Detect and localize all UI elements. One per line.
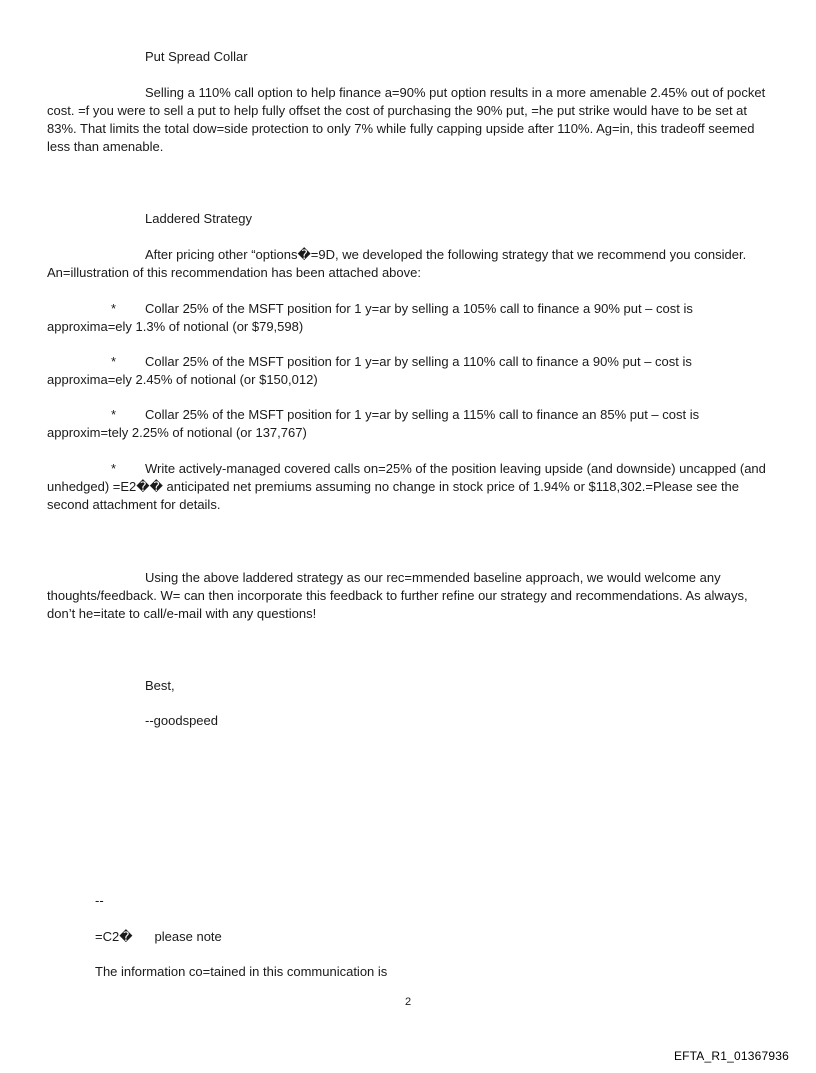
signoff-name: --goodspeed — [145, 713, 218, 728]
bullet-text: Collar 25% of the MSFT position for 1 y=ar by selling a 105% call to finance a 90% put – cost is approxima=ely 1.3% of notional (or $79,598) — [47, 301, 693, 334]
please-note-line — [95, 928, 222, 946]
bullet-marker: * — [110, 301, 116, 316]
document-id: EFTA_R1_01367936 — [673, 1049, 789, 1063]
page-number: 2 — [404, 996, 412, 1008]
bullet-text: Write actively-managed covered calls on=25% of the position leaving upside (and downside) uncapped (and unhedged) =E2�� anticipated net premiums assuming no change in stock price of 1.94% or $118,302.=Please see the second attachment for details. — [47, 461, 766, 512]
bullet-marker: * — [110, 407, 116, 422]
note-prefix: =C2� — [95, 929, 133, 944]
signoff-greeting: Best, — [145, 678, 175, 693]
laddered-strategy-intro: After pricing other “options�=9D, we developed the following strategy that we recommend you consider. An=illustration of this recommendation has been attached above: — [47, 247, 747, 280]
bullet-item-1 — [47, 300, 767, 336]
put-spread-collar-heading: Put Spread Collar — [145, 49, 248, 64]
bullet-text: Collar 25% of the MSFT position for 1 y=ar by selling a 110% call to finance a 90% put – cost is approxima=ely 2.45% of notional (or $150,012) — [47, 354, 692, 387]
disclaimer-text: The information co=tained in this communication is — [95, 964, 388, 979]
bullet-marker: * — [110, 354, 116, 369]
laddered-strategy-heading: Laddered Strategy — [145, 211, 252, 226]
signature-separator: -- — [95, 893, 104, 908]
bullet-marker: * — [110, 461, 116, 476]
bullet-text: Collar 25% of the MSFT position for 1 y=ar by selling a 115% call to finance an 85% put – cost is approxim=tely 2.25% of notional (or 137,767) — [47, 407, 700, 440]
bullet-item-2 — [47, 353, 767, 389]
closing-paragraph: Using the above laddered strategy as our rec=mmended baseline approach, we would welcome any thoughts/feedback. W= can then incorporate this feedback to further refine our strategy and recommendations. As always, don’t he=itate to call/e-mail with any questions! — [47, 570, 748, 621]
bullet-item-3 — [47, 406, 767, 442]
put-spread-collar-paragraph: Selling a 110% call option to help finance a=90% put option results in a more amenable 2.45% out of pocket cost. =f you were to sell a put to help fully offset the cost of purchasing the 90% put, =he put strike would have to be set at 83%. That limits the total dow=side protection to only 7% while fully capping upside after 110%. Ag=in, this tradeoff seemed less than amenable. — [47, 85, 766, 154]
bullet-item-4 — [47, 460, 767, 514]
note-text: please note — [154, 929, 222, 944]
